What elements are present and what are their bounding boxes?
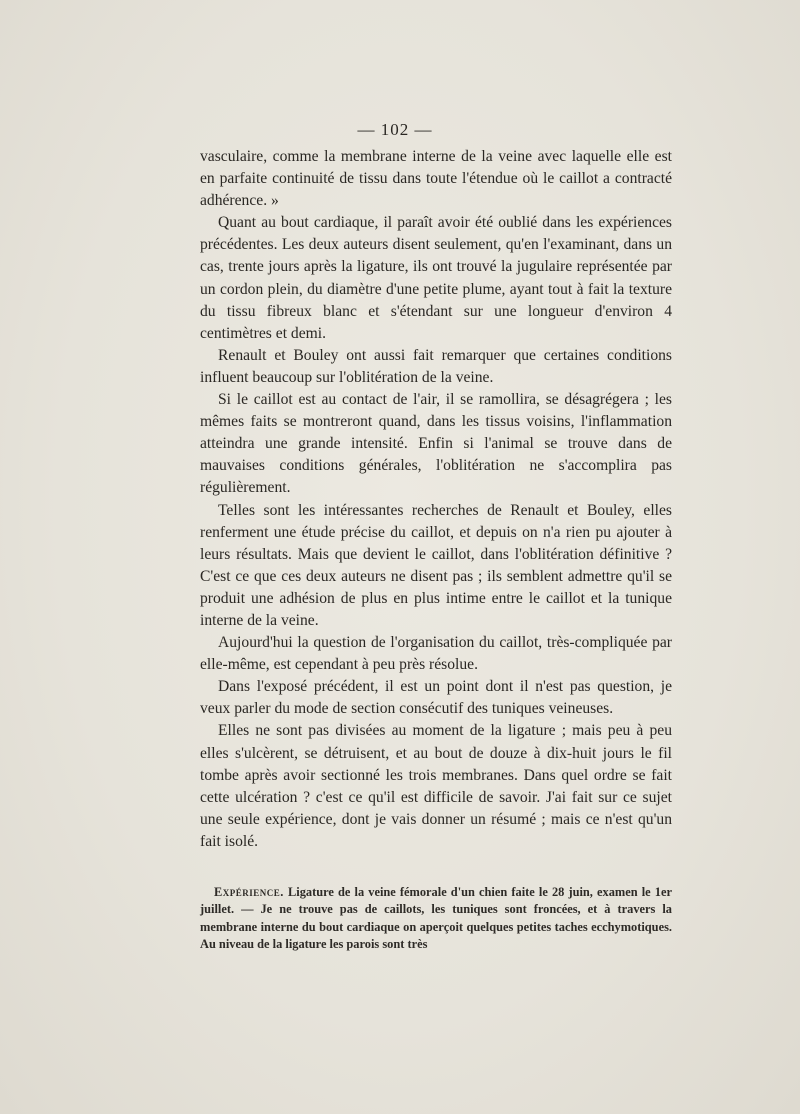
paragraph: Aujourd'hui la question de l'organisation du caillot, très-compliquée par elle-même, est cependant à peu près résolue. [200,634,672,674]
footnote-text: Ligature de la veine fémorale d'un chien faite le 28 juin, examen le 1er juillet. — Je ne trouve pas de caillots, les tuniques sont froncées, et à travers la membrane interne du bout cardiaque on aperçoit quelques petites taches ecchymotiques. Au niveau de la ligature les parois sont très [200,885,672,952]
paragraph: Elles ne sont pas divisées au moment de la ligature ; mais peu à peu elles s'ulcèrent, se détruisent, et au bout de douze à dix-huit jours le fil tombe après avoir sectionné les trois membranes. Dans quel ordre se fait cette ulcération ? c'est ce qu'il est difficile de savoir. J'ai fait sur ce sujet une seule expérience, dont je vais donner un résumé ; mais ce n'est qu'un fait isolé. [200,722,672,850]
footnote-experiment [200,884,672,954]
paragraph: Si le caillot est au contact de l'air, il se ramollira, se désagrégera ; les mêmes faits se montreront quand, dans les tissus voisins, l'inflammation atteindra une grande intensité. Enfin si l'animal se trouve dans de mauvaises conditions générales, l'oblitération ne s'accomplira pas régulièrement. [200,391,672,497]
page-number: — 102 — [357,120,433,139]
paragraph: Quant au bout cardiaque, il paraît avoir été oublié dans les expériences précédentes. Les deux auteurs disent seulement, qu'en l'examinant, dans un cas, trente jours après la ligature, ils ont trouvé la jugulaire représentée par un cordon plein, du diamètre d'une petite plume, ayant tout à fait la texture du tissu fibreux blanc et s'étendant sur une longueur d'environ 4 centimètres et demi. [200,214,672,342]
paragraph: Dans l'exposé précédent, il est un point dont il n'est pas question, je veux parler du mode de section consécutif des tuniques veineuses. [200,678,672,718]
paragraph-continuation: vasculaire, comme la membrane interne de la veine avec laquelle elle est en parfaite continuité de tissu dans toute l'étendue où le caillot a contracté adhérence. » [200,148,672,210]
paragraph: Telles sont les intéressantes recherches de Renault et Bouley, elles renferment une étude précise du caillot, et depuis on n'a rien pu ajouter à leurs résultats. Mais que devient le caillot, dans l'oblitération définitive ? C'est ce que ces deux auteurs ne disent pas ; ils semblent admettre qu'il se produit une adhésion de plus en plus intime entre le caillot et la tunique interne de la veine. [200,501,672,629]
footnote-label: Expérience. [214,885,284,899]
body-text [200,146,672,853]
paragraph: Renault et Bouley ont aussi fait remarquer que certaines conditions influent beaucoup sur l'oblitération de la veine. [200,346,672,386]
